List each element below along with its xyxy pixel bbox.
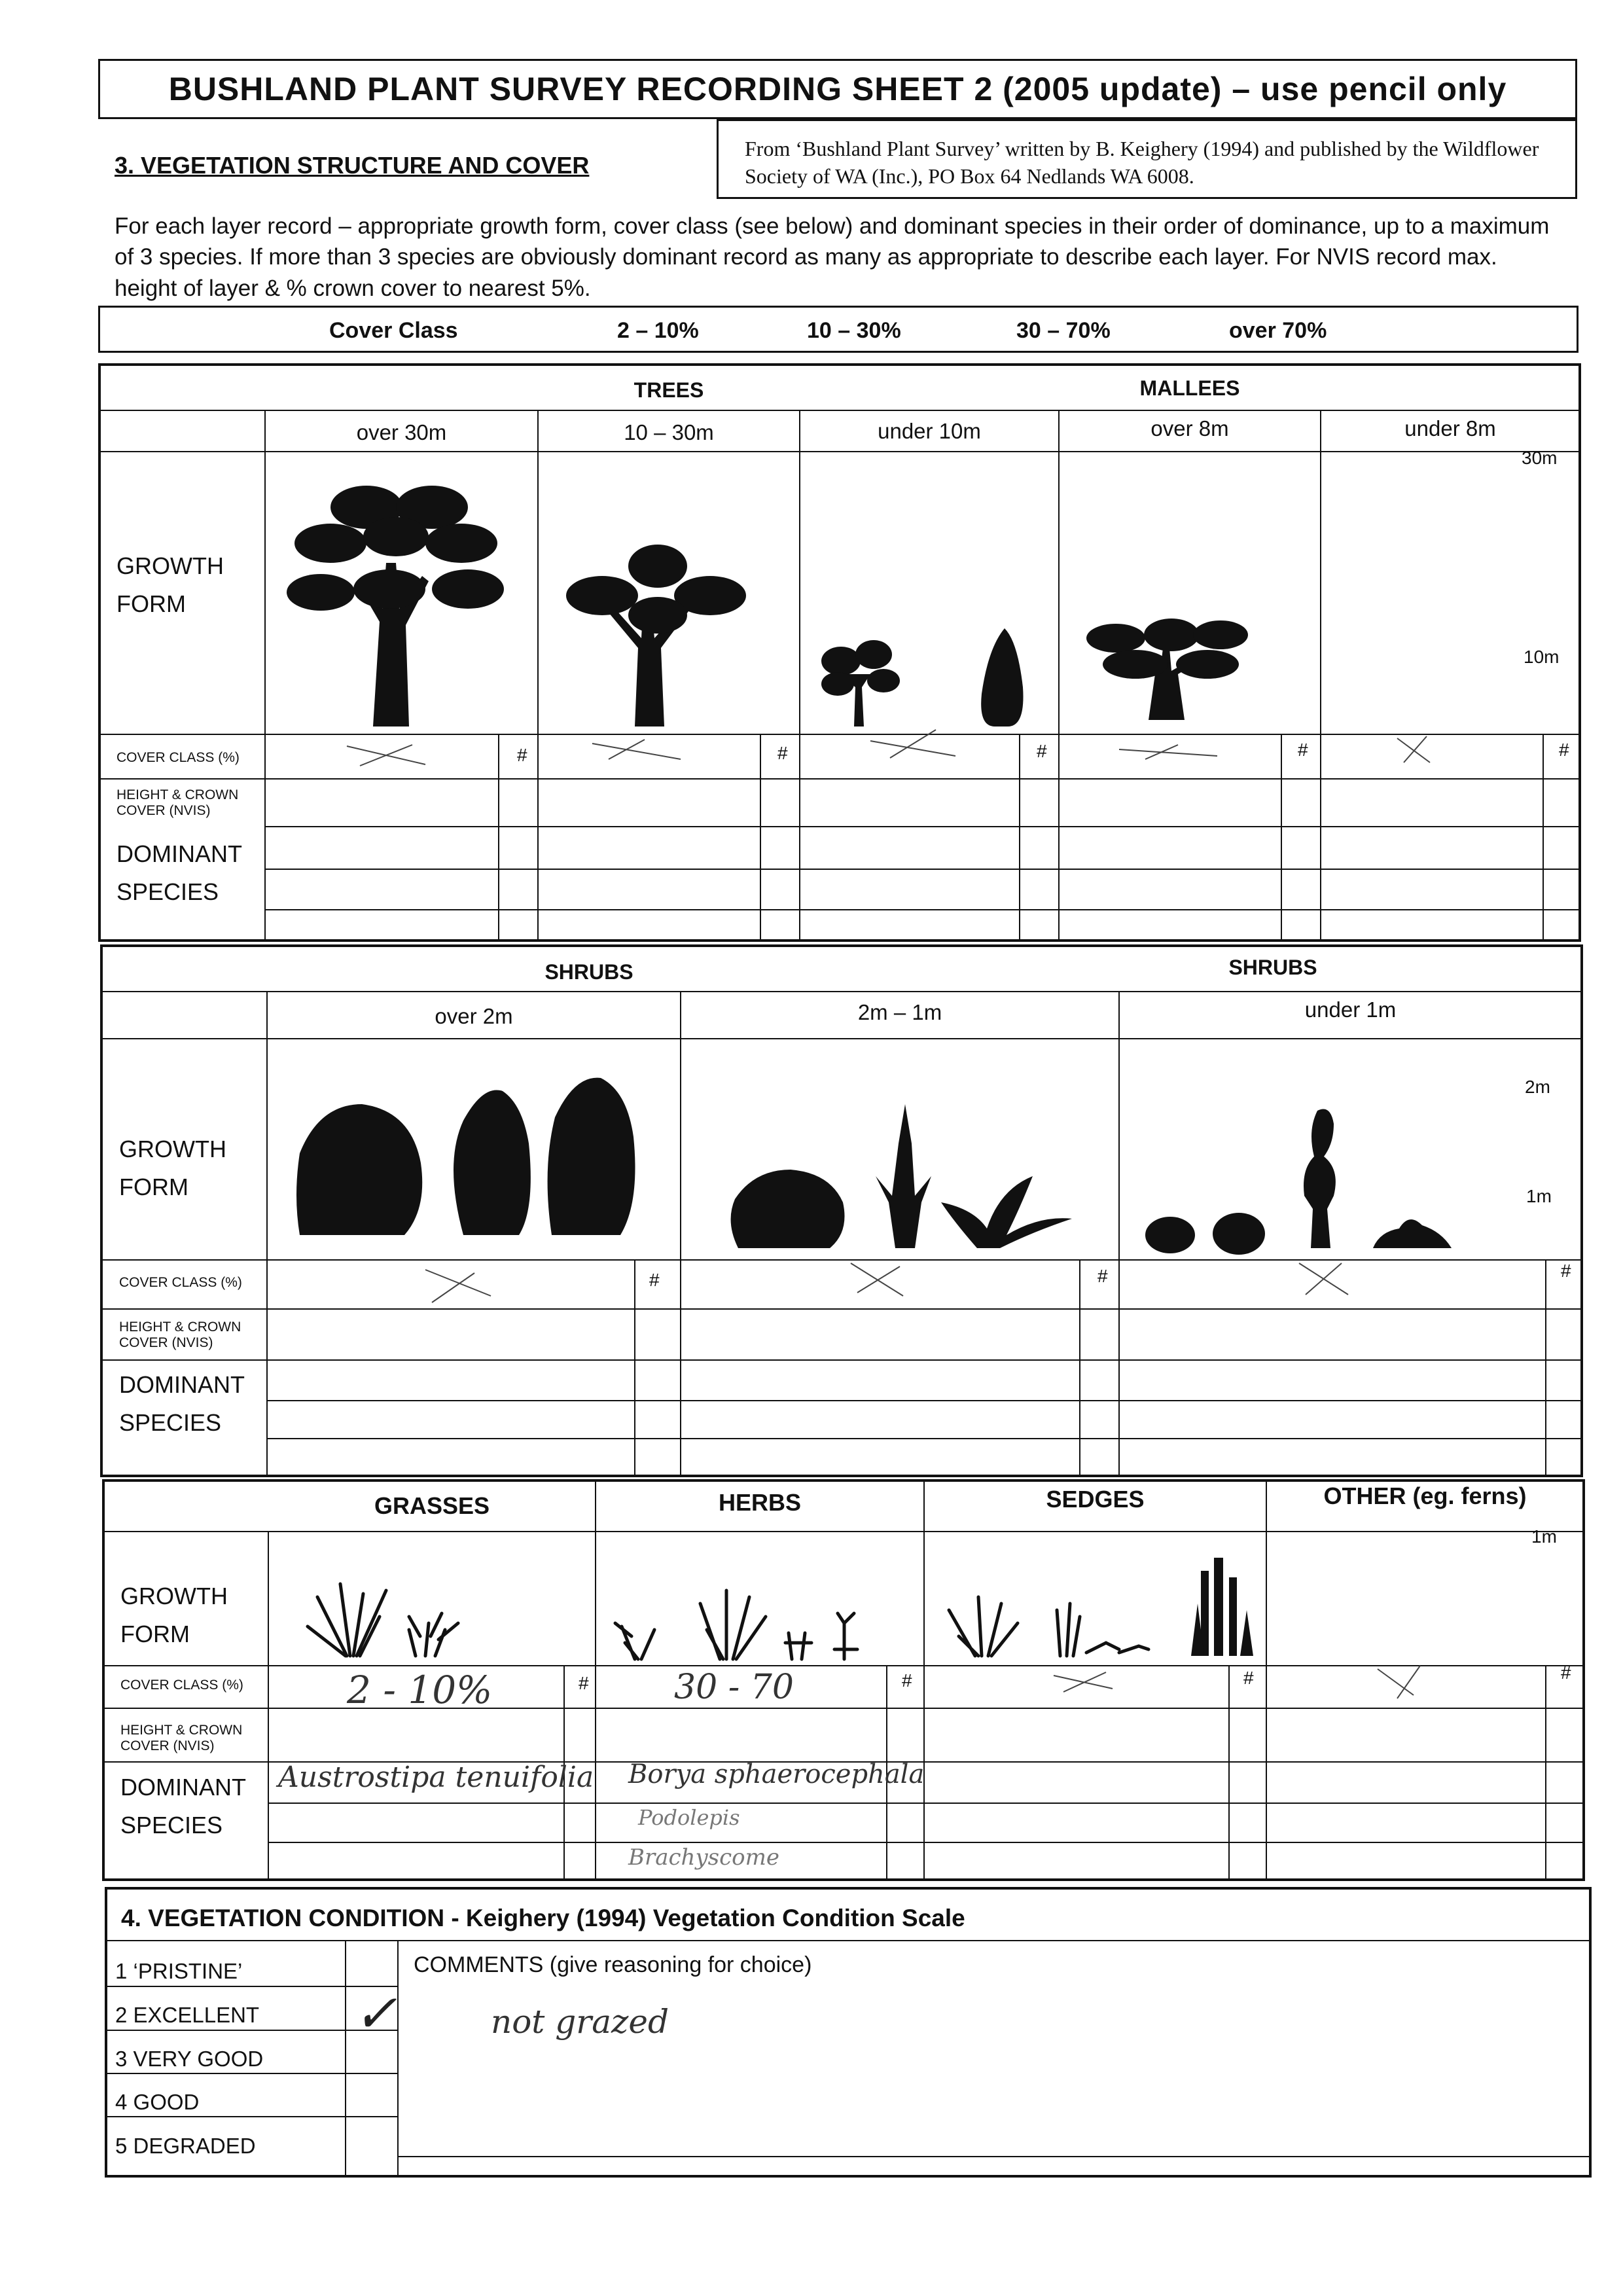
trees-hash-4: # xyxy=(1298,740,1308,760)
condition-excellent[interactable]: 2 EXCELLENT xyxy=(115,2003,260,2027)
scale-1m: 1m xyxy=(1526,1186,1552,1206)
shrub-silhouettes xyxy=(267,1039,1579,1259)
comment-entry: not grazed xyxy=(491,2003,669,2041)
shrubs-hash-3: # xyxy=(1561,1261,1571,1281)
excellent-checkmark: ✓ xyxy=(353,1983,398,2044)
sedges-header: SEDGES xyxy=(1046,1486,1145,1513)
ground-hash-2: # xyxy=(902,1670,912,1691)
trees-hash-3: # xyxy=(1037,741,1047,761)
comments-label: COMMENTS (give reasoning for choice) xyxy=(414,1952,812,1977)
cover-class-2: 10 – 30% xyxy=(807,318,901,343)
herb-icon xyxy=(615,1590,857,1659)
shrubs-cover-class-label: COVER CLASS (%) xyxy=(119,1275,242,1290)
mallees-col-under-8m: under 8m xyxy=(1404,416,1496,440)
shrubs-col-over-2m: over 2m xyxy=(435,1004,513,1028)
trees-col-over-30m: over 30m xyxy=(356,420,447,444)
cover-class-1: 2 – 10% xyxy=(617,318,699,343)
large-shrub-icon xyxy=(296,1078,635,1235)
trees-col-10-30m: 10 – 30m xyxy=(624,420,714,444)
grass-icon xyxy=(308,1584,458,1656)
ground-hash-1: # xyxy=(579,1673,589,1693)
condition-very-good[interactable]: 3 VERY GOOD xyxy=(115,2047,264,2071)
condition-degraded[interactable]: 5 DEGRADED xyxy=(115,2134,256,2158)
small-tree-icon xyxy=(821,628,1024,726)
trees-hash-2: # xyxy=(777,743,788,763)
sheet-title: BUSHLAND PLANT SURVEY RECORDING SHEET 2 (2005 update) – use pencil only xyxy=(98,59,1577,119)
medium-tree-icon xyxy=(566,545,746,726)
medium-shrub-icon xyxy=(731,1104,1072,1248)
grasses-species-entry: Austrostipa tenuifolia xyxy=(278,1761,594,1794)
shrubs-header-right: SHRUBS xyxy=(1228,956,1317,979)
trees-dominant-label: DOMINANT SPECIES xyxy=(116,840,242,905)
trees-growth-form-label: GROWTH FORM xyxy=(116,552,224,617)
low-shrub-icon xyxy=(1145,1109,1452,1255)
condition-pristine[interactable]: 1 ‘PRISTINE’ xyxy=(115,1959,243,1983)
shrubs-hash-2: # xyxy=(1097,1266,1108,1286)
trees-col-under-10m: under 10m xyxy=(878,419,981,443)
shrubs-hash-1: # xyxy=(649,1270,660,1290)
shrubs-col-2m-1m: 2m – 1m xyxy=(857,1000,942,1024)
mallees-col-over-8m: over 8m xyxy=(1150,416,1229,440)
other-ferns-header: OTHER (eg. ferns) xyxy=(1323,1482,1527,1509)
tall-tree-icon xyxy=(287,486,504,726)
section4-heading: 4. VEGETATION CONDITION - Keighery (1994) Vegetation Condition Scale xyxy=(121,1905,965,1931)
ground-hash-3: # xyxy=(1243,1668,1254,1688)
reed-icon xyxy=(1191,1558,1253,1656)
scale-10m: 10m xyxy=(1524,647,1560,667)
shrubs-header-left: SHRUBS xyxy=(544,960,633,984)
scale-2m: 2m xyxy=(1525,1077,1550,1097)
trees-cover-class-label: COVER CLASS (%) xyxy=(116,750,240,765)
tree-silhouettes xyxy=(265,452,1319,733)
instructions: For each layer record – appropriate growth form, cover class (see below) and dominant species in their order of dominance, up to a maximum of 3 species. If more than 3 species are obviously dominant record as many as appropriate to describe each layer. For NVIS record max. height of layer & % crown cover to nearest 5%. xyxy=(115,213,1550,301)
herbs-species-entry-3: Brachyscome xyxy=(628,1844,779,1871)
credit-box: From ‘Bushland Plant Survey’ written by B. Keighery (1994) and published by the Wildflower Society of WA (Inc.), PO Box 64 Nedlands WA 6008. xyxy=(717,119,1577,199)
herbs-species-entry-1: Borya sphaerocephala xyxy=(628,1759,925,1789)
mallees-header: MALLEES xyxy=(1139,376,1240,400)
herbs-header: HERBS xyxy=(718,1489,802,1516)
trees-header: TREES xyxy=(633,378,704,402)
herbs-cover-entry: 30 - 70 xyxy=(674,1668,794,1707)
ground-silhouettes xyxy=(268,1532,1580,1666)
scale-30m: 30m xyxy=(1522,448,1558,468)
ground-growth-form-label: GROWTH FORM xyxy=(120,1583,228,1647)
ground-cover-class-label: COVER CLASS (%) xyxy=(120,1677,243,1693)
grasses-cover-entry: 2 - 10% xyxy=(347,1668,493,1712)
trees-height-label: HEIGHT & CROWN COVER (NVIS) xyxy=(116,787,239,819)
shrubs-col-under-1m: under 1m xyxy=(1304,997,1397,1022)
cover-class-4: over 70% xyxy=(1229,318,1327,343)
cover-class-label: Cover Class xyxy=(329,318,458,343)
trees-hash-5: # xyxy=(1559,740,1569,760)
condition-good[interactable]: 4 GOOD xyxy=(115,2090,200,2114)
ground-hash-4: # xyxy=(1561,1662,1571,1683)
ground-dominant-label: DOMINANT SPECIES xyxy=(120,1774,246,1839)
sedge-icon xyxy=(949,1597,1149,1656)
section3-heading: 3. VEGETATION STRUCTURE AND COVER xyxy=(115,152,590,179)
cover-class-3: 30 – 70% xyxy=(1016,318,1111,343)
mallee-icon xyxy=(1086,619,1248,720)
trees-hash-1: # xyxy=(517,745,527,765)
herbs-species-entry-2: Podolepis xyxy=(638,1805,740,1830)
shrubs-height-label: HEIGHT & CROWN COVER (NVIS) xyxy=(119,1319,241,1351)
scale-1m-ground: 1m xyxy=(1531,1526,1557,1547)
shrubs-growth-form-label: GROWTH FORM xyxy=(119,1136,226,1200)
grasses-header: GRASSES xyxy=(374,1492,490,1519)
ground-height-label: HEIGHT & CROWN COVER (NVIS) xyxy=(120,1723,243,1754)
shrubs-dominant-label: DOMINANT SPECIES xyxy=(119,1371,245,1436)
